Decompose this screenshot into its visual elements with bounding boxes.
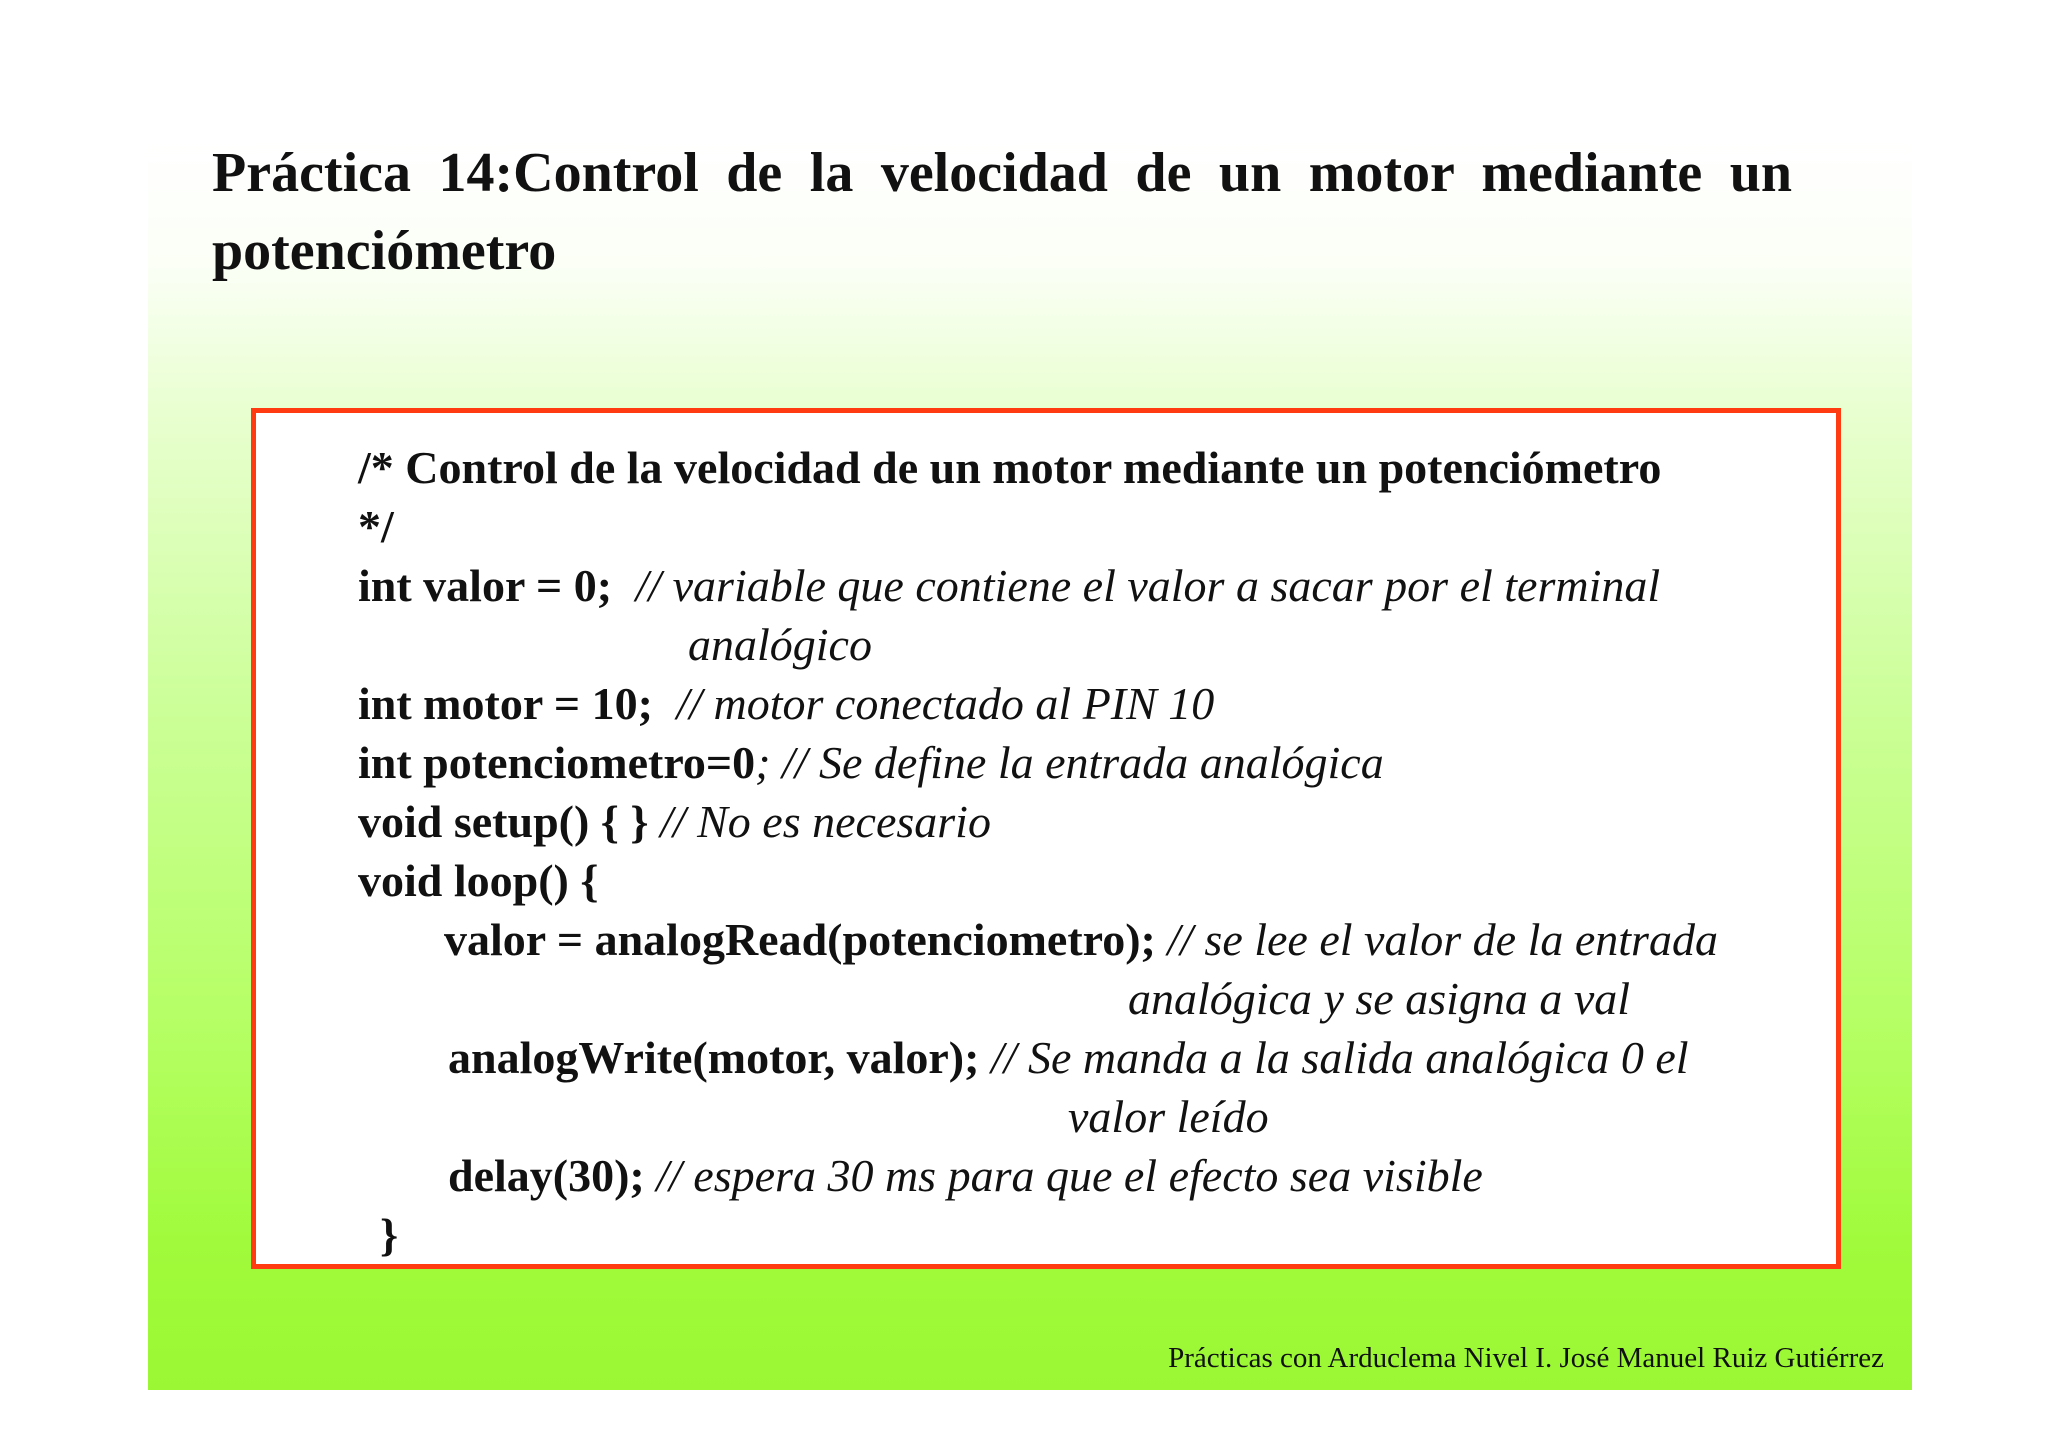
code-line-int-valor [358, 556, 1660, 615]
code-line-setup [358, 792, 991, 851]
code-comment: // variable que contiene el valor a sacar por el terminal [635, 560, 1661, 611]
code-statement: int valor = 0; [358, 560, 613, 611]
slide-footer: Prácticas con Arduclema Nivel I. José Manuel Ruiz Gutiérrez [1168, 1342, 1884, 1374]
code-comment: // se lee el valor de la entrada [1155, 914, 1718, 965]
code-line-delay [448, 1146, 1483, 1205]
code-statement: int motor = 10; [358, 678, 653, 729]
code-line-int-potenciometro [358, 733, 1384, 792]
code-comment-continuation: analógico [688, 619, 872, 670]
code-statement: valor = analogRead(potenciometro); [444, 914, 1156, 965]
code-line-analogwrite [448, 1028, 1689, 1087]
code-comment-continuation: valor leído [1068, 1091, 1269, 1142]
code-line-loop: void loop() { [358, 855, 599, 906]
code-statement: void setup() { } [358, 796, 649, 847]
code-statement: analogWrite(motor, valor); [448, 1032, 980, 1083]
code-line-closing-brace: } [380, 1209, 399, 1260]
code-comment: // No es necesario [648, 796, 991, 847]
slide-title: Práctica 14:Control de la velocidad de un motor mediante un potenciómetro [212, 142, 1792, 282]
code-line-int-motor [358, 674, 1214, 733]
code-statement: int potenciometro=0 [358, 737, 756, 788]
code-line-comment-end: */ [358, 501, 394, 552]
code-comment: // espera 30 ms para que el efecto sea visible [644, 1150, 1483, 1201]
code-comment: ; // Se define la entrada analógica [755, 737, 1384, 788]
code-comment: // Se manda a la salida analógica 0 el [979, 1032, 1689, 1083]
code-comment-continuation: analógica y se asigna a val [1128, 973, 1631, 1024]
code-line-header-comment: /* Control de la velocidad de un motor mediante un potenciómetro [358, 442, 1662, 493]
code-statement: delay(30); [448, 1150, 645, 1201]
code-line-analogread [444, 910, 1718, 969]
code-comment: // motor conectado al PIN 10 [676, 678, 1215, 729]
